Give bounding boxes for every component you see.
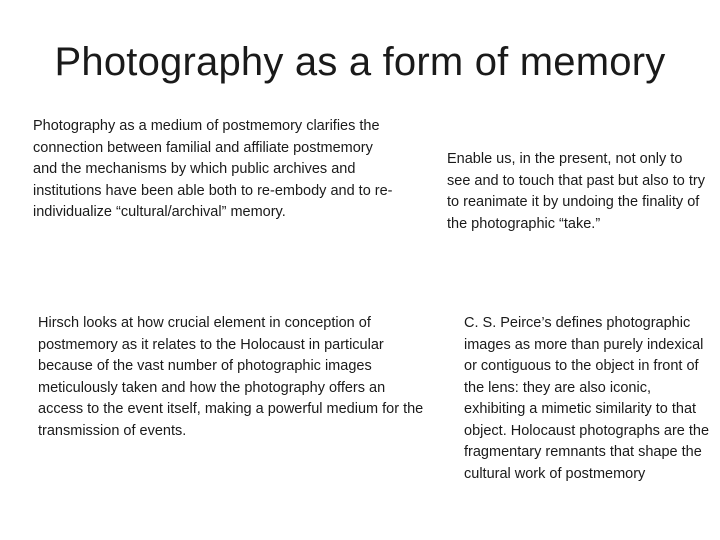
- text-block-postmemory-medium: Photography as a medium of postmemory clarifies the connection between familial and affiliate postmemory and the mechanisms by which public archives and institutions have been able both to re-embody and to re-individualize “cultural/archival” memory.: [33, 118, 393, 220]
- text-block-reanimate-past: Enable us, in the present, not only to see and to touch that past but also to try to reanimate it by undoing the finality of the photographic “take.”: [447, 151, 705, 232]
- text-block-peirce-iconic: C. S. Peirce’s defines photographic images as more than purely indexical or contiguous to the object in front of the lens: they are also iconic, exhibiting a mimetic similarity to that object. Holocaust photographs are the fragmentary remnants that shape the cultural work of postmemory: [464, 315, 710, 482]
- slide-title: Photography as a form of memory: [54, 40, 666, 84]
- text-block-hirsch-holocaust: Hirsch looks at how crucial element in conception of postmemory as it relates to the Holocaust in particular because of the vast number of photographic images meticulously taken and how the photography offers an access to the event itself, making a powerful medium for the transmission of events.: [38, 315, 424, 439]
